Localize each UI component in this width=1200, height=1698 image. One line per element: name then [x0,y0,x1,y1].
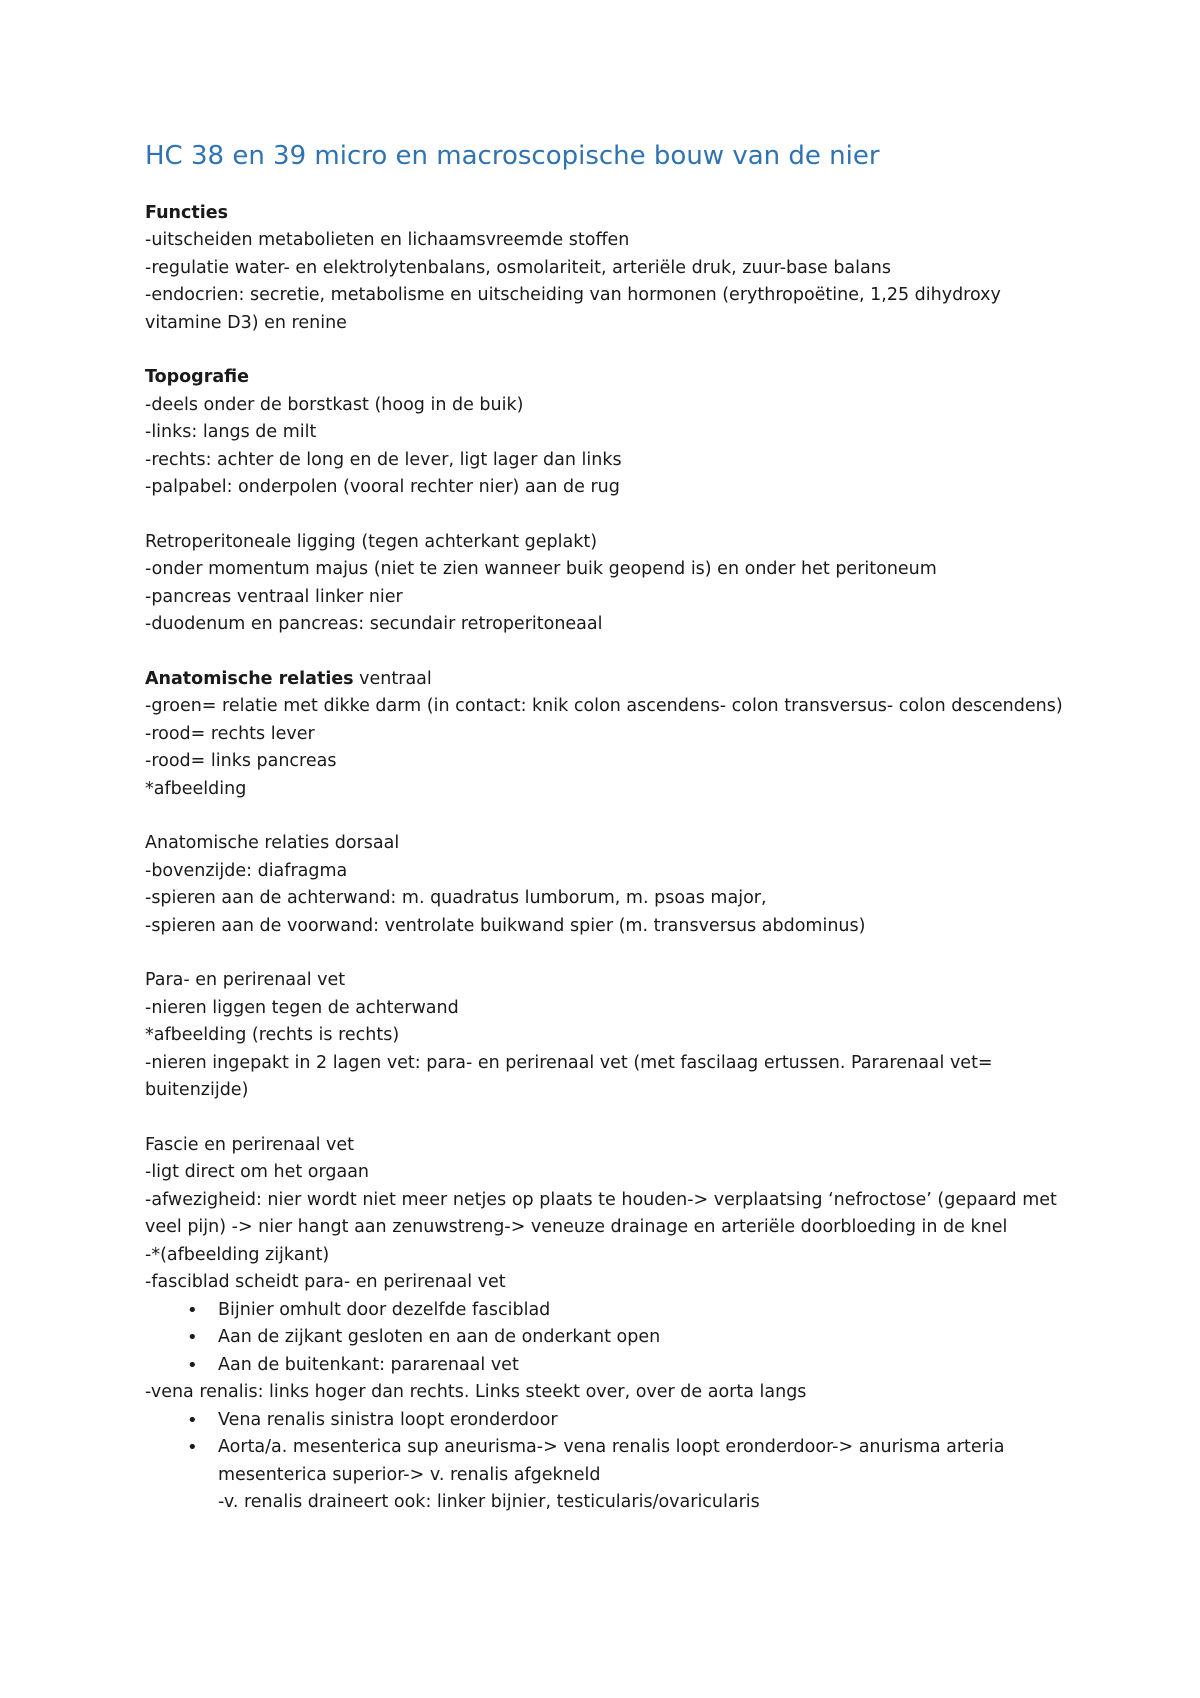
text-line: -rood= links pancreas [145,751,337,772]
section-heading-rest: ventraal [353,668,432,689]
text-line: -groen= relatie met dikke darm (in contact: knik colon ascendens- colon transversus- colon descendens) [145,696,1063,717]
text-line: -vena renalis: links hoger dan rechts. Links steekt over, over de aorta langs [145,1382,807,1403]
list-item-text: Aorta/a. mesenterica sup aneurisma-> vena renalis loopt eronderdoor-> anurisma arteria mesenterica superior-> v. renalis afgekneld [218,1437,1005,1485]
text-line: -spieren aan de achterwand: m. quadratus lumborum, m. psoas major, [145,888,767,909]
list-item-continuation: -v. renalis draineert ook: linker bijnier, testicularis/ovaricularis [218,1492,760,1513]
page-title: HC 38 en 39 micro en macroscopische bouw van de nier [145,141,880,171]
text-line: -ligt direct om het orgaan [145,1162,370,1183]
list-item: • Bijnier omhult door dezelfde fasciblad [145,1297,1065,1325]
section-heading-bold: Anatomische relaties [145,668,354,689]
section-heading: Retroperitoneale ligging (tegen achterkant geplakt) [145,531,598,552]
list-item: • Aan de buitenkant: pararenaal vet [145,1352,1065,1380]
text-line: -duodenum en pancreas: secundair retroperitoneaal [145,614,603,635]
text-line: -palpabel: onderpolen (vooral rechter nier) aan de rug [145,477,620,498]
section-heading: Anatomische relaties dorsaal [145,833,400,854]
section-topografie [145,364,1065,502]
text-line: -nieren ingepakt in 2 lagen vet: para- en perirenaal vet (met fascilaag ertussen. Pararenaal vet= buitenzijde) [145,1052,993,1101]
text-line: -links: langs de milt [145,422,317,443]
document-page [145,140,1065,1544]
section-para-perirenaal-vet [145,967,1065,1105]
section-heading: Fascie en perirenaal vet [145,1134,354,1155]
text-line: *afbeelding [145,778,247,799]
text-line: -endocrien: secretie, metabolisme en uitscheiding van hormonen (erythropoëtine, 1,25 dihydroxy vitamine D3) en renine [145,285,1001,333]
text-line: -deels onder de borstkast (hoog in de buik) [145,394,524,415]
text-line: -fasciblad scheidt para- en perirenaal vet [145,1272,506,1293]
bullet-list [145,1407,1065,1517]
bullet-list [145,1297,1065,1380]
text-line: -rood= rechts lever [145,723,315,744]
text-line: -uitscheiden metabolieten en lichaamsvreemde stoffen [145,230,630,251]
text-line: -pancreas ventraal linker nier [145,586,403,607]
section-fascie [145,1132,1065,1517]
text-line: -regulatie water- en elektrolytenbalans, osmolariteit, arteriële druk, zuur-base balans [145,257,891,278]
text-line: -spieren aan de voorwand: ventrolate buikwand spier (m. transversus abdominus) [145,915,866,936]
list-item [145,1434,1065,1517]
text-line: -rechts: achter de long en de lever, ligt lager dan links [145,449,622,470]
section-functies [145,200,1065,338]
section-relaties-dorsaal [145,830,1065,940]
list-item: • Aan de zijkant gesloten en aan de onderkant open [145,1324,1065,1352]
section-heading: Topografie [145,367,249,388]
section-retroperitoneaal [145,529,1065,639]
text-line: -*(afbeelding zijkant) [145,1244,330,1265]
text-line: -nieren liggen tegen de achterwand [145,997,459,1018]
section-heading [145,666,1065,694]
list-item: • Vena renalis sinistra loopt eronderdoor [145,1407,1065,1435]
text-line: -onder momentum majus (niet te zien wanneer buik geopend is) en onder het peritoneum [145,559,937,580]
section-heading: Para- en perirenaal vet [145,970,346,991]
text-line: *afbeelding (rechts is rechts) [145,1025,400,1046]
text-line: -afwezigheid: nier wordt niet meer netjes op plaats te houden-> verplaatsing ‘nefroctose’ (gepaard met veel pijn) -> nier hangt aan zenuwstreng-> veneuze drainage en arteriële doorbloeding in de knel [145,1189,1057,1238]
section-relaties-ventraal [145,666,1065,804]
text-line: -bovenzijde: diafragma [145,860,348,881]
section-heading: Functies [145,202,229,223]
